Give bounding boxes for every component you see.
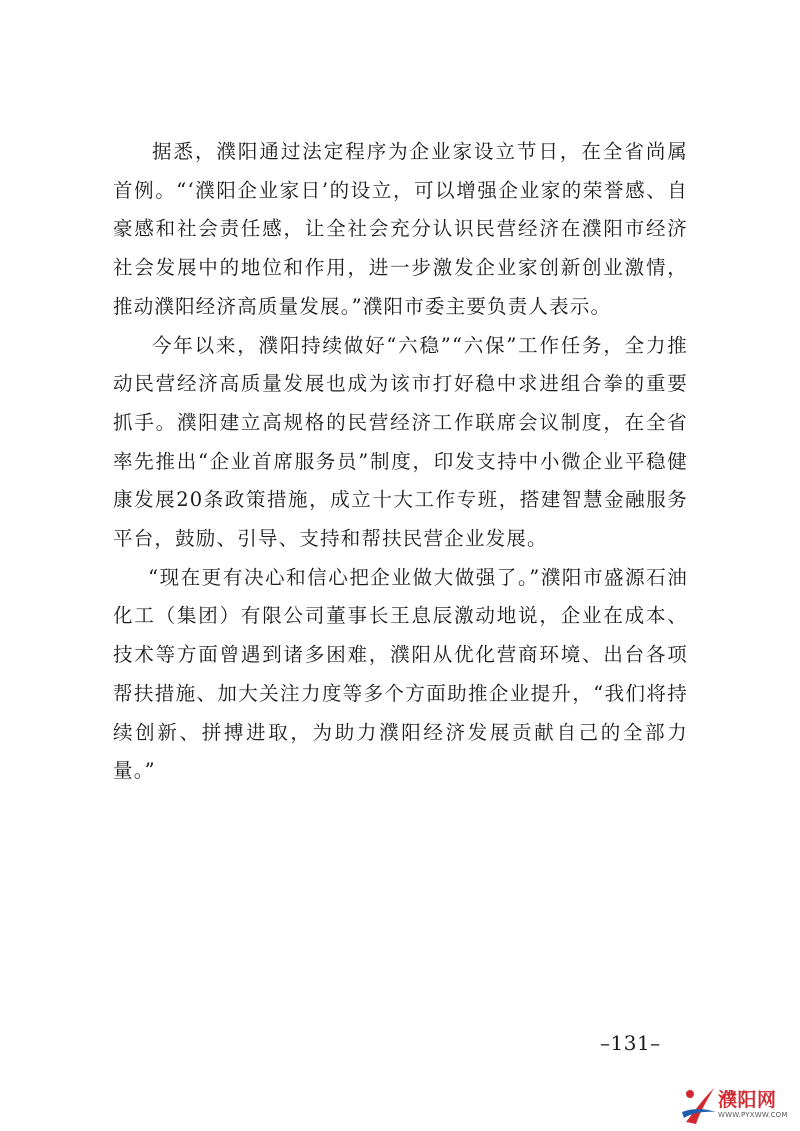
article-body [113,133,688,791]
watermark-logo [680,1082,798,1128]
paragraph-1: 据悉，濮阳通过法定程序为企业家设立节日，在全省尚属首例。“‘濮阳企业家日’的设立，可以增强企业家的荣誉感、自豪感和社会责任感，让全社会充分认识民营经济在濮阳市经济社会发展中的地位和作用，进一步激发企业家创新创业激情，推动濮阳经济高质量发展。”濮阳市委主要负责人表示。 [113,140,688,318]
paragraph-3: “现在更有决心和信心把企业做大做强了。”濮阳市盛源石油化工（集团）有限公司董事长王息辰激动地说，企业在成本、技术等方面曾遇到诸多困难，濮阳从优化营商环境、出台各项帮扶措施、加大关注力度等多个方面助推企业提升，“我们将持续创新、拼搏进取，为助力濮阳经济发展贡献自己的全部力量。” [113,565,688,783]
watermark-name: 濮阳网 [718,1089,777,1111]
page-number: –131– [600,1031,661,1055]
paragraph-2: 今年以来，濮阳持续做好“六稳”“六保”工作任务，全力推动民营经济高质量发展也成为该市打好稳中求进组合拳的重要抓手。濮阳建立高规格的民营经济工作联席会议制度，在全省率先推出“企业首席服务员”制度，印发支持中小微企业平稳健康发展20条政策措施，成立十大工作专班，搭建智慧金融服务平台，鼓励、引导、支持和帮扶民营企业发展。 [113,333,688,551]
watermark-url: WWW.PYXWW.COM [718,1111,788,1119]
swoosh-logo-icon [680,1082,720,1128]
